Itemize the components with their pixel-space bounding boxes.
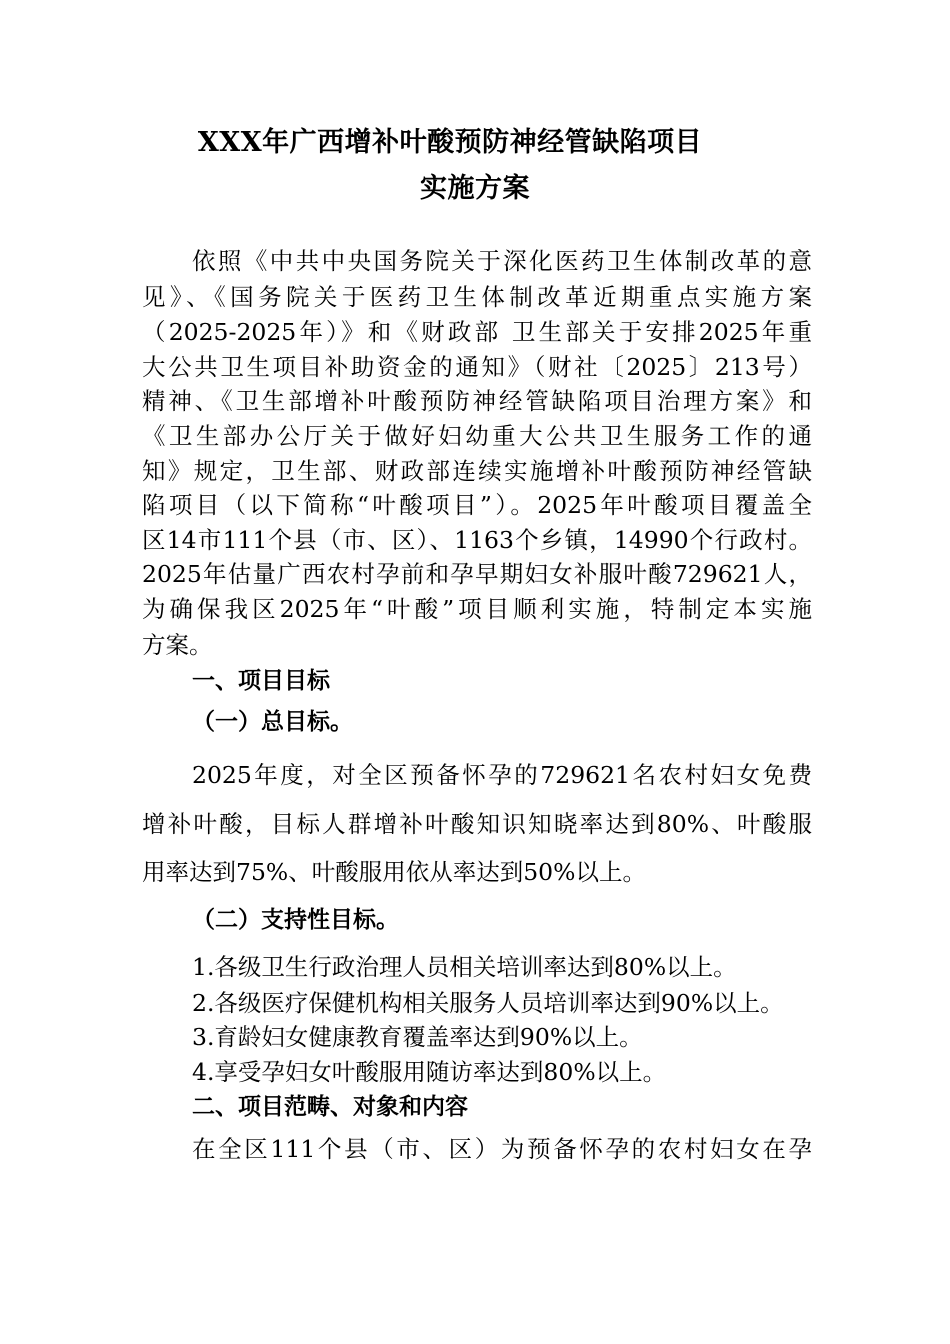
intro-line: 区14市111个县（市、区）、1163个乡镇，14990个行政村。 xyxy=(142,526,812,554)
intro-line: 为确保我区2025年“叶酸”项目顺利实施，特制定本实施 xyxy=(142,595,812,623)
goal-line: 增补叶酸，目标人群增补叶酸知识知晓率达到80%、叶酸服 xyxy=(142,810,812,838)
intro-line: 依照《中共中央国务院关于深化医药卫生体制改革的意 xyxy=(192,247,812,275)
section-heading: 二、项目范畴、对象和内容 xyxy=(192,1094,468,1120)
intro-line: 2025年估量广西农村孕前和孕早期妇女补服叶酸729621人， xyxy=(142,560,812,588)
intro-line: 见》、《国务院关于医药卫生体制改革近期重点实施方案 xyxy=(142,283,812,311)
intro-line: 精神、《卫生部增补叶酸预防神经管缺陷项目治理方案》和 xyxy=(142,387,812,415)
document-title-line1: XXX年广西增补叶酸预防神经管缺陷项目 xyxy=(197,127,703,158)
subsection-heading: （一）总目标。 xyxy=(192,709,353,735)
intro-line: 陷项目（以下简称“叶酸项目”）。2025年叶酸项目覆盖全 xyxy=(142,491,812,519)
support-item: 1.各级卫生行政治理人员相关培训率达到80%以上。 xyxy=(192,953,737,981)
support-item: 3.育龄妇女健康教育覆盖率达到90%以上。 xyxy=(192,1023,643,1051)
section-heading: 一、项目目标 xyxy=(192,668,330,694)
support-item: 4.享受孕妇女叶酸服用随访率达到80%以上。 xyxy=(192,1058,667,1086)
body-line: 在全区111个县（市、区）为预备怀孕的农村妇女在孕 xyxy=(192,1135,812,1163)
support-item: 2.各级医疗保健机构相关服务人员培训率达到90%以上。 xyxy=(192,989,784,1017)
document-title-line2: 实施方案 xyxy=(420,173,530,204)
intro-line: 大公共卫生项目补助资金的通知》（财社〔2025〕213号） xyxy=(142,353,812,381)
goal-line: 2025年度，对全区预备怀孕的729621名农村妇女免费 xyxy=(192,761,812,789)
intro-line: 知》规定，卫生部、财政部连续实施增补叶酸预防神经管缺 xyxy=(142,457,812,485)
subsection-heading: （二）支持性目标。 xyxy=(192,907,399,933)
intro-line: 《卫生部办公厅关于做好妇幼重大公共卫生服务工作的通 xyxy=(142,422,812,450)
intro-line: （2025-2025年）》和《财政部 卫生部关于安排2025年重 xyxy=(142,318,812,346)
goal-line: 用率达到75%、叶酸服用依从率达到50%以上。 xyxy=(142,858,646,886)
intro-line: 方案。 xyxy=(142,631,213,659)
